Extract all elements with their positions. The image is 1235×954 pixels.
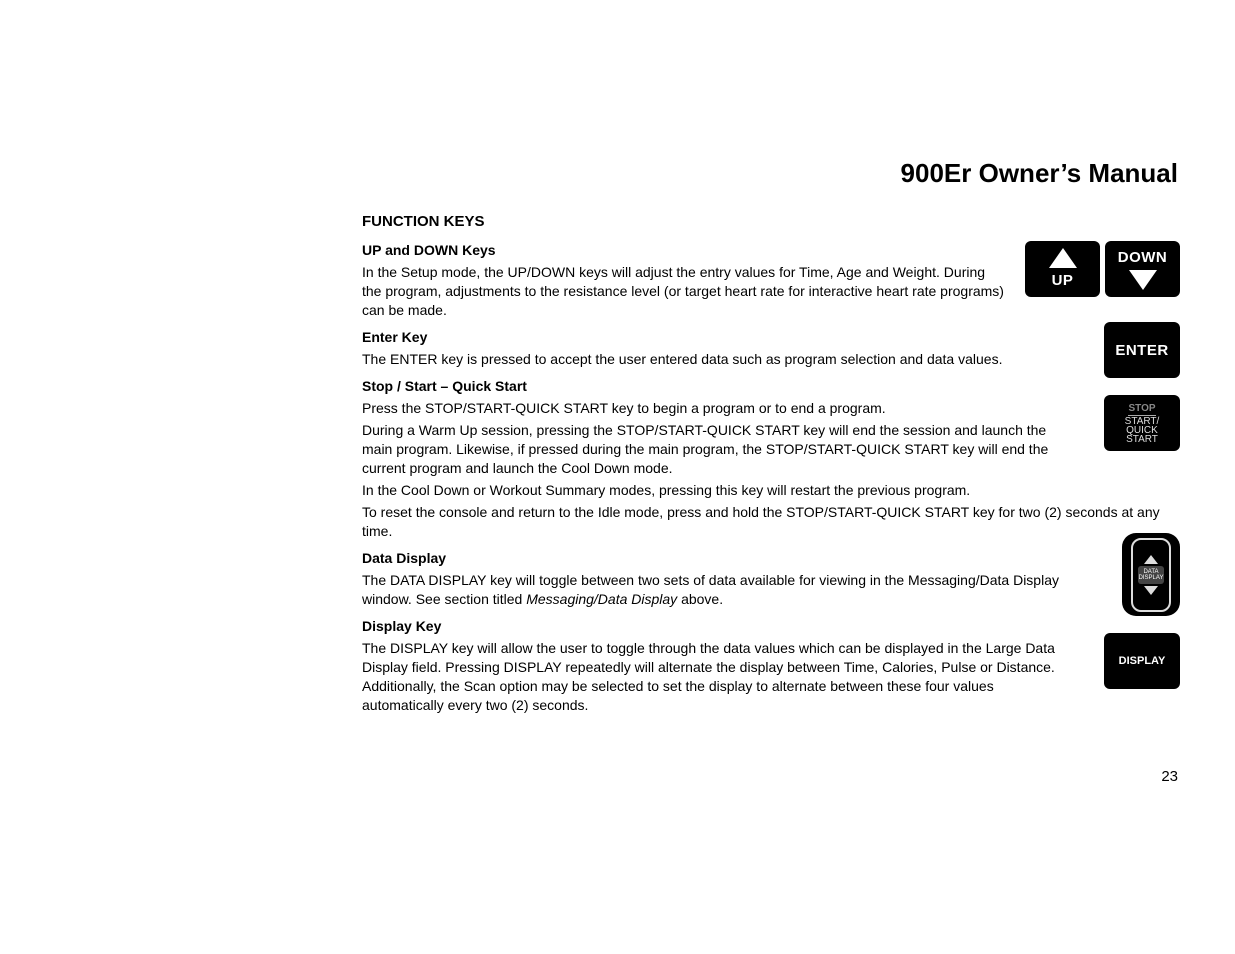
stopstart-p3: In the Cool Down or Workout Summary modes, pressing this key will restart the previous program. xyxy=(362,482,971,498)
section-heading: FUNCTION KEYS xyxy=(362,213,485,230)
updown-section xyxy=(362,241,1180,320)
datadisplay-key-icons xyxy=(1122,533,1180,616)
start-quick-start-key-label: START/ QUICK START xyxy=(1124,415,1160,445)
updown-key-icons xyxy=(1025,241,1180,297)
stopstart-p2: During a Warm Up session, pressing the STOP/START-QUICK START key will end the session and launch the main program. Likewise, if pressed during the main program, the STOP/START-QUICK START key will end the current program and launch the Cool Down mode. xyxy=(362,422,1049,476)
enter-key-icons xyxy=(1104,322,1180,378)
datadisplay-section xyxy=(362,549,1180,609)
display-text: The DISPLAY key will allow the user to toggle through the data values which can be displayed in the Large Data Display field. Pressing DISPLAY repeatedly will alternate the display between Time, Calories, Pulse or Distance. Additionally, the Scan option may be selected to set the display to alternate between these four values automatically every two (2) seconds. xyxy=(362,640,1055,713)
updown-title: UP and DOWN Keys xyxy=(362,242,496,258)
up-key-image xyxy=(1025,241,1100,297)
down-key-label: DOWN xyxy=(1117,249,1168,266)
arrow-down-icon xyxy=(1129,270,1157,290)
data-display-key-image xyxy=(1122,533,1180,616)
page-number: 23 xyxy=(1161,768,1178,785)
stopstart-title: Stop / Start – Quick Start xyxy=(362,378,527,394)
enter-title: Enter Key xyxy=(362,329,428,345)
up-key-label: UP xyxy=(1051,272,1074,289)
stopstart-p1: Press the STOP/START-QUICK START key to begin a program or to end a program. xyxy=(362,400,886,416)
display-section xyxy=(362,617,1180,715)
arrow-up-icon xyxy=(1049,248,1077,268)
display-title: Display Key xyxy=(362,618,442,634)
stopstart-section xyxy=(362,377,1180,541)
datadisplay-text: The DATA DISPLAY key will toggle between two sets of data available for viewing in the Messaging/Data Display window. See section titled Messaging/Data Display above. xyxy=(362,572,1059,607)
enter-section xyxy=(362,328,1180,369)
display-key-icons xyxy=(1104,633,1180,689)
stopstart-key-icons xyxy=(1104,395,1180,451)
data-arrow-down-icon xyxy=(1144,586,1158,595)
data-display-rocker xyxy=(1131,538,1171,612)
datadisplay-title: Data Display xyxy=(362,550,447,566)
data-display-key-label: DATA DISPLAY xyxy=(1138,566,1165,584)
down-key-image xyxy=(1105,241,1180,297)
stop-start-key-image xyxy=(1104,395,1180,451)
datadisplay-section-reference: Messaging/Data Display xyxy=(526,591,678,607)
enter-key-label: ENTER xyxy=(1115,341,1169,359)
enter-key-image xyxy=(1104,322,1180,378)
stop-key-label: STOP xyxy=(1128,402,1156,414)
display-key-image xyxy=(1104,633,1180,689)
manual-content xyxy=(362,212,1180,723)
updown-text: In the Setup mode, the UP/DOWN keys will adjust the entry values for Time, Age and Weight. During the program, adjustments to the resistance level (or target heart rate for interactive heart rate programs) can be made. xyxy=(362,264,1004,318)
enter-text: The ENTER key is pressed to accept the user entered data such as program selection and data values. xyxy=(362,351,1003,367)
stopstart-p4: To reset the console and return to the Idle mode, press and hold the STOP/START-QUICK START key for two (2) seconds at any time. xyxy=(362,504,1160,539)
display-key-label: DISPLAY xyxy=(1118,654,1166,667)
page-title: 900Er Owner’s Manual xyxy=(900,158,1178,188)
data-arrow-up-icon xyxy=(1144,555,1158,564)
